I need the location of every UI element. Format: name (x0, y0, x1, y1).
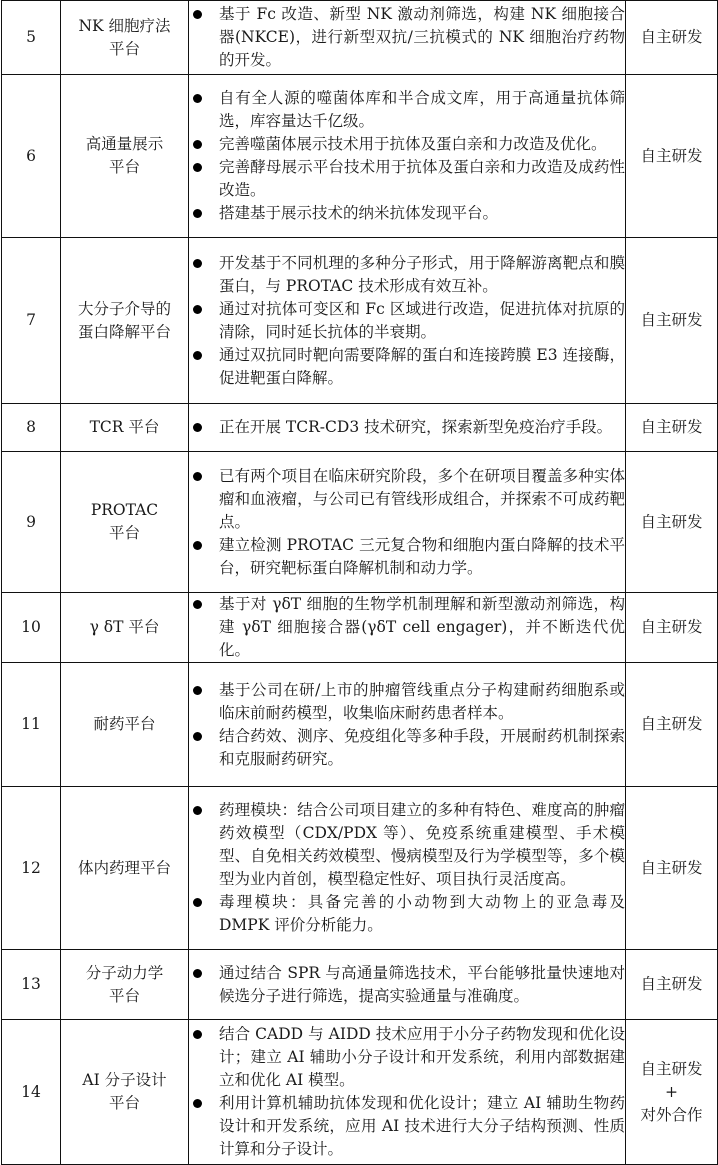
platform-description (189, 1020, 626, 1165)
bullet-item: 基于对 γδT 细胞的生物学机制理解和新型激动剂筛选，构建 γδT 细胞接合器(γδT cell engager)，并不断迭代优化。 (189, 593, 625, 662)
rd-mode-line: + (665, 1082, 678, 1101)
platform-name-line: PROTAC (90, 501, 159, 519)
bullet-list (189, 3, 625, 72)
platform-name-line: 平台 (108, 1094, 140, 1112)
row-number: 13 (2, 950, 61, 1020)
bullet-item: 结合 CADD 与 AIDD 技术应用于小分子药物发现和优化设计；建立 AI 辅助小分子设计和开发系统，利用内部数据建立和优化 AI 模型。 (189, 1023, 625, 1092)
platform-name (61, 950, 189, 1020)
rd-mode-line: 对外合作 (640, 1105, 703, 1124)
platform-description (189, 950, 626, 1020)
platform-name-line: 高通量展示 (85, 135, 164, 153)
platform-name-line: NK 细胞疗法 (78, 16, 171, 35)
bullet-item: 已有两个项目在临床研究阶段，多个在研项目覆盖多种实体瘤和血液瘤，与公司已有管线形成组合，并探索不可成药靶点。 (189, 465, 625, 534)
table-row (2, 663, 718, 787)
table-row (2, 1, 718, 75)
rd-mode-line: 自主研发 (640, 418, 703, 436)
rd-mode-line: 自主研发 (640, 858, 703, 877)
table-row (2, 75, 718, 238)
rd-mode-line: 自主研发 (640, 146, 703, 165)
platform-description (189, 663, 626, 787)
platform-name (61, 452, 189, 593)
table-row (2, 452, 718, 593)
rd-mode (626, 238, 718, 404)
bullet-item: 药理模块：结合公司项目建立的多种有特色、难度高的肿瘤药效模型（CDX/PDX 等）、免疫系统重建模型、手术模型、自免相关药效模型、慢病模型及行为学模型等，多个模型为业内首创，模型稳定性好、项目执行灵活度高。 (189, 799, 625, 891)
platform-name (61, 593, 189, 663)
table-row (2, 404, 718, 452)
platform-name-line: AI 分子设计 (82, 1071, 167, 1089)
row-number: 14 (2, 1020, 61, 1165)
table-row (2, 787, 718, 950)
bullet-item: 基于公司在研/上市的肿瘤管线重点分子构建耐药细胞系或临床前耐药模型，收集临床耐药患者样本。 (189, 679, 625, 725)
platform-description (189, 452, 626, 593)
bullet-list (189, 962, 625, 1008)
platform-name (61, 787, 189, 950)
platform-name (61, 75, 189, 238)
table-body (2, 1, 718, 1165)
row-number: 12 (2, 787, 61, 950)
bullet-list (189, 679, 625, 771)
row-number: 10 (2, 593, 61, 663)
platform-description (189, 404, 626, 452)
row-number: 8 (2, 404, 61, 452)
row-number: 7 (2, 238, 61, 404)
bullet-item: 开发基于不同机理的多种分子形式，用于降解游离靶点和膜蛋白，与 PROTAC 技术形成有效互补。 (189, 252, 625, 298)
platform-description (189, 75, 626, 238)
bullet-item: 完善酵母展示平台技术用于抗体及蛋白亲和力改造及成药性改造。 (189, 156, 625, 202)
bullet-list (189, 593, 625, 662)
row-number: 9 (2, 452, 61, 593)
bullet-item: 正在开展 TCR-CD3 技术研究，探索新型免疫治疗手段。 (189, 416, 625, 439)
bullet-list (189, 1023, 625, 1161)
platform-name-line: γ δT 平台 (89, 618, 160, 636)
bullet-list (189, 799, 625, 937)
platform-name-line: 平台 (108, 158, 140, 176)
platform-name (61, 238, 189, 404)
bullet-item: 通过结合 SPR 与高通量筛选技术，平台能够批量快速地对候选分子进行筛选，提高实验通量与准确度。 (189, 962, 625, 1008)
bullet-item: 结合药效、测序、免疫组化等多种手段，开展耐药机制探索和克服耐药研究。 (189, 725, 625, 771)
platform-name-line: 分子动力学 (85, 963, 164, 982)
rd-mode (626, 452, 718, 593)
platform-name-line: 平台 (108, 986, 140, 1005)
bullet-item: 搭建基于展示技术的纳米抗体发现平台。 (189, 202, 625, 225)
bullet-list (189, 416, 625, 439)
platform-name (61, 404, 189, 452)
rd-mode (626, 593, 718, 663)
platform-name-line: 耐药平台 (93, 715, 156, 733)
rd-mode (626, 404, 718, 452)
bullet-item: 基于 Fc 改造、新型 NK 激动剂筛选，构建 NK 细胞接合器(NKCE)，进行新型双抗/三抗模式的 NK 细胞治疗药物的开发。 (189, 3, 625, 72)
bullet-list (189, 252, 625, 390)
platform-description (189, 238, 626, 404)
rd-mode-line: 自主研发 (640, 715, 703, 733)
rd-mode (626, 950, 718, 1020)
platform-name (61, 663, 189, 787)
bullet-item: 自有全人源的噬菌体库和半合成文库，用于高通量抗体筛选，库容量达千亿级。 (189, 87, 625, 133)
bullet-item: 通过对抗体可变区和 Fc 区域进行改造，促进抗体对抗原的清除，同时延长抗体的半衰期。 (189, 298, 625, 344)
rd-mode (626, 1020, 718, 1165)
table-row (2, 950, 718, 1020)
rd-mode (626, 663, 718, 787)
rd-mode-line: 自主研发 (640, 512, 703, 531)
rd-mode-line: 自主研发 (640, 975, 703, 993)
platform-name-line: 大分子介导的 (77, 299, 171, 318)
table-row (2, 238, 718, 404)
platform-description (189, 1, 626, 75)
row-number: 5 (2, 1, 61, 75)
table-row (2, 593, 718, 663)
platform-name (61, 1020, 189, 1165)
platform-name-line: TCR 平台 (89, 418, 160, 436)
row-number: 11 (2, 663, 61, 787)
platform-description (189, 787, 626, 950)
bullet-item: 建立检测 PROTAC 三元复合物和细胞内蛋白降解的技术平台，研究靶标蛋白降解机制和动力学。 (189, 534, 625, 580)
bullet-item: 毒理模块：具备完善的小动物到大动物上的亚急毒及 DMPK 评价分析能力。 (189, 891, 625, 937)
rd-mode-line: 自主研发 (640, 311, 703, 329)
bullet-list (189, 87, 625, 225)
platform-name-line: 平台 (108, 39, 140, 58)
rd-mode-line: 自主研发 (640, 1059, 703, 1078)
bullet-item: 完善噬菌体展示技术用于抗体及蛋白亲和力改造及优化。 (189, 133, 625, 156)
rd-mode (626, 75, 718, 238)
platform-name-line: 平台 (108, 524, 140, 542)
platform-name-line: 蛋白降解平台 (77, 322, 171, 341)
platform-description (189, 593, 626, 663)
bullet-list (189, 465, 625, 580)
bullet-item: 通过双抗同时靶向需要降解的蛋白和连接跨膜 E3 连接酶，促进靶蛋白降解。 (189, 344, 625, 390)
table-row (2, 1020, 718, 1165)
rd-mode (626, 1, 718, 75)
bullet-item: 利用计算机辅助抗体发现和优化设计；建立 AI 辅助生物药设计和开发系统，应用 AI 技术进行大分子结构预测、性质计算和分子设计。 (189, 1092, 625, 1161)
rd-mode-line: 自主研发 (640, 618, 703, 636)
platform-name (61, 1, 189, 75)
rd-mode (626, 787, 718, 950)
platform-name-line: 体内药理平台 (77, 858, 171, 877)
row-number: 6 (2, 75, 61, 238)
tech-platforms-table (1, 0, 718, 1165)
rd-mode-line: 自主研发 (640, 28, 703, 46)
